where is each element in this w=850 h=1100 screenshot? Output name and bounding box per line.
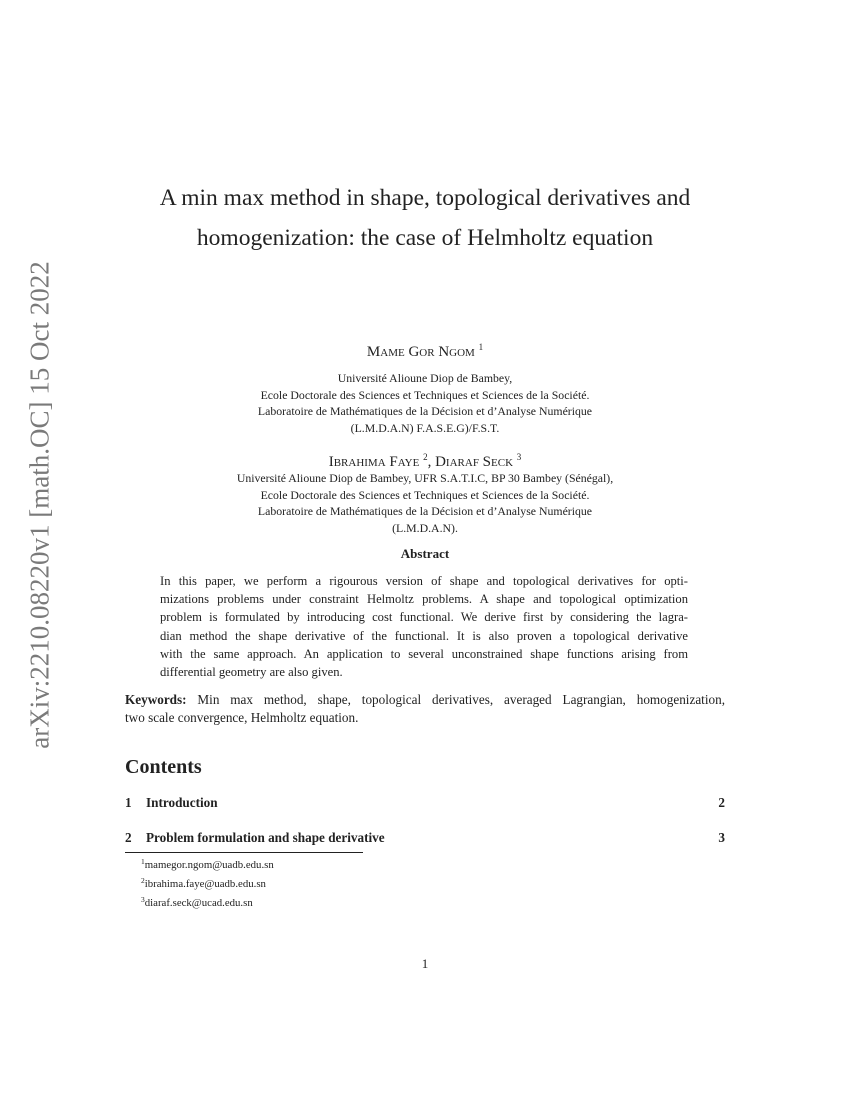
title-line: homogenization: the case of Helmholtz equation	[196, 225, 654, 251]
toc-page: 2	[718, 795, 725, 810]
paper-title	[0, 178, 850, 258]
keywords	[125, 691, 725, 727]
affiliation-line: Ecole Doctorale des Sciences et Techniques et Sciences de la Société.	[260, 387, 590, 402]
affiliation-2	[0, 470, 850, 536]
toc-entry-introduction[interactable]	[125, 795, 725, 811]
footnote-mark: 2	[423, 452, 428, 462]
keywords-label: Keywords:	[125, 692, 187, 707]
affiliation-line: Ecole Doctorale des Sciences et Techniques et Sciences de la Société.	[260, 487, 590, 502]
toc-title: Problem formulation and shape derivative	[146, 830, 385, 845]
abstract-line: dian method the shape derivative of the functional. It is also proven a topological derivative	[160, 628, 688, 643]
author-name: Mame Gor Ngom	[366, 344, 475, 360]
affiliation-line: Université Alioune Diop de Bambey, UFR S.A.T.I.C, BP 30 Bambey (Sénégal),	[236, 471, 614, 485]
contents-heading: Contents	[125, 756, 202, 778]
email-link[interactable]: ibrahima.faye@uadb.edu.sn	[144, 878, 266, 890]
footnote-rule	[125, 852, 363, 853]
author-1	[0, 342, 850, 361]
email-link[interactable]: diaraf.seck@ucad.edu.sn	[144, 897, 253, 909]
authors-2-3: Ibrahima Faye $^2$, Diaraf Seck $^3$	[328, 452, 522, 470]
keywords-text: two scale convergence, Helmholtz equation.	[125, 710, 359, 725]
author-name: Diaraf Seck	[435, 454, 514, 470]
abstract-line: with the same approach. An application to several unconstrained shape functions arising from	[160, 646, 688, 661]
footnote: $^3$diaraf.seck@ucad.edu.sn	[141, 895, 253, 909]
page-number: 1	[421, 956, 429, 971]
affiliation-line: (L.M.D.A.N) F.A.S.E.G)/F.S.T.	[350, 420, 500, 435]
footnote: $^2$ibrahima.faye@uadb.edu.sn	[141, 876, 266, 890]
footnotes	[141, 854, 274, 911]
affiliation-1	[0, 370, 850, 436]
author-name: Ibrahima Faye	[328, 454, 420, 470]
toc-number: 1	[125, 795, 132, 810]
abstract-body	[160, 572, 688, 681]
toc-entry-problem-formulation[interactable]	[125, 830, 725, 846]
affiliation-line: Laboratoire de Mathématiques de la Décision et d’Analyse Numérique	[257, 504, 593, 518]
arxiv-stamp: arXiv:2210.08220v1 [math.OC] 15 Oct 2022	[24, 261, 55, 749]
affiliation-line: (L.M.D.A.N).	[392, 520, 458, 535]
abstract-line: problem is formulated by introducing cost functional. We derive first by considering the lagra-	[160, 610, 688, 625]
footnote-mark: 3	[516, 452, 522, 462]
keywords-text: Min max method, shape, topological derivatives, averaged Lagrangian, homogenization,	[186, 692, 725, 707]
abstract-heading: Abstract	[400, 546, 450, 561]
toc-title: Introduction	[146, 795, 218, 810]
abstract-line: In this paper, we perform a rigourous version of shape and topological derivatives for opti-	[160, 574, 688, 588]
toc-page: 3	[718, 830, 725, 845]
email-link[interactable]: mamegor.ngom@uadb.edu.sn	[144, 859, 274, 871]
affiliation-line: Université Alioune Diop de Bambey,	[337, 371, 513, 385]
footnote-mark: 1	[478, 342, 484, 352]
footnote: $^1$mamegor.ngom@uadb.edu.sn	[141, 857, 274, 871]
toc-number: 2	[125, 830, 132, 845]
abstract-line: differential geometry are also given.	[160, 665, 343, 680]
affiliation-line: Laboratoire de Mathématiques de la Décision et d’Analyse Numérique	[257, 404, 593, 418]
abstract-line: mizations problems under constraint Helmoltz problems. A shape and topological optimization	[160, 592, 688, 607]
title-line: A min max method in shape, topological derivatives and	[159, 185, 691, 211]
